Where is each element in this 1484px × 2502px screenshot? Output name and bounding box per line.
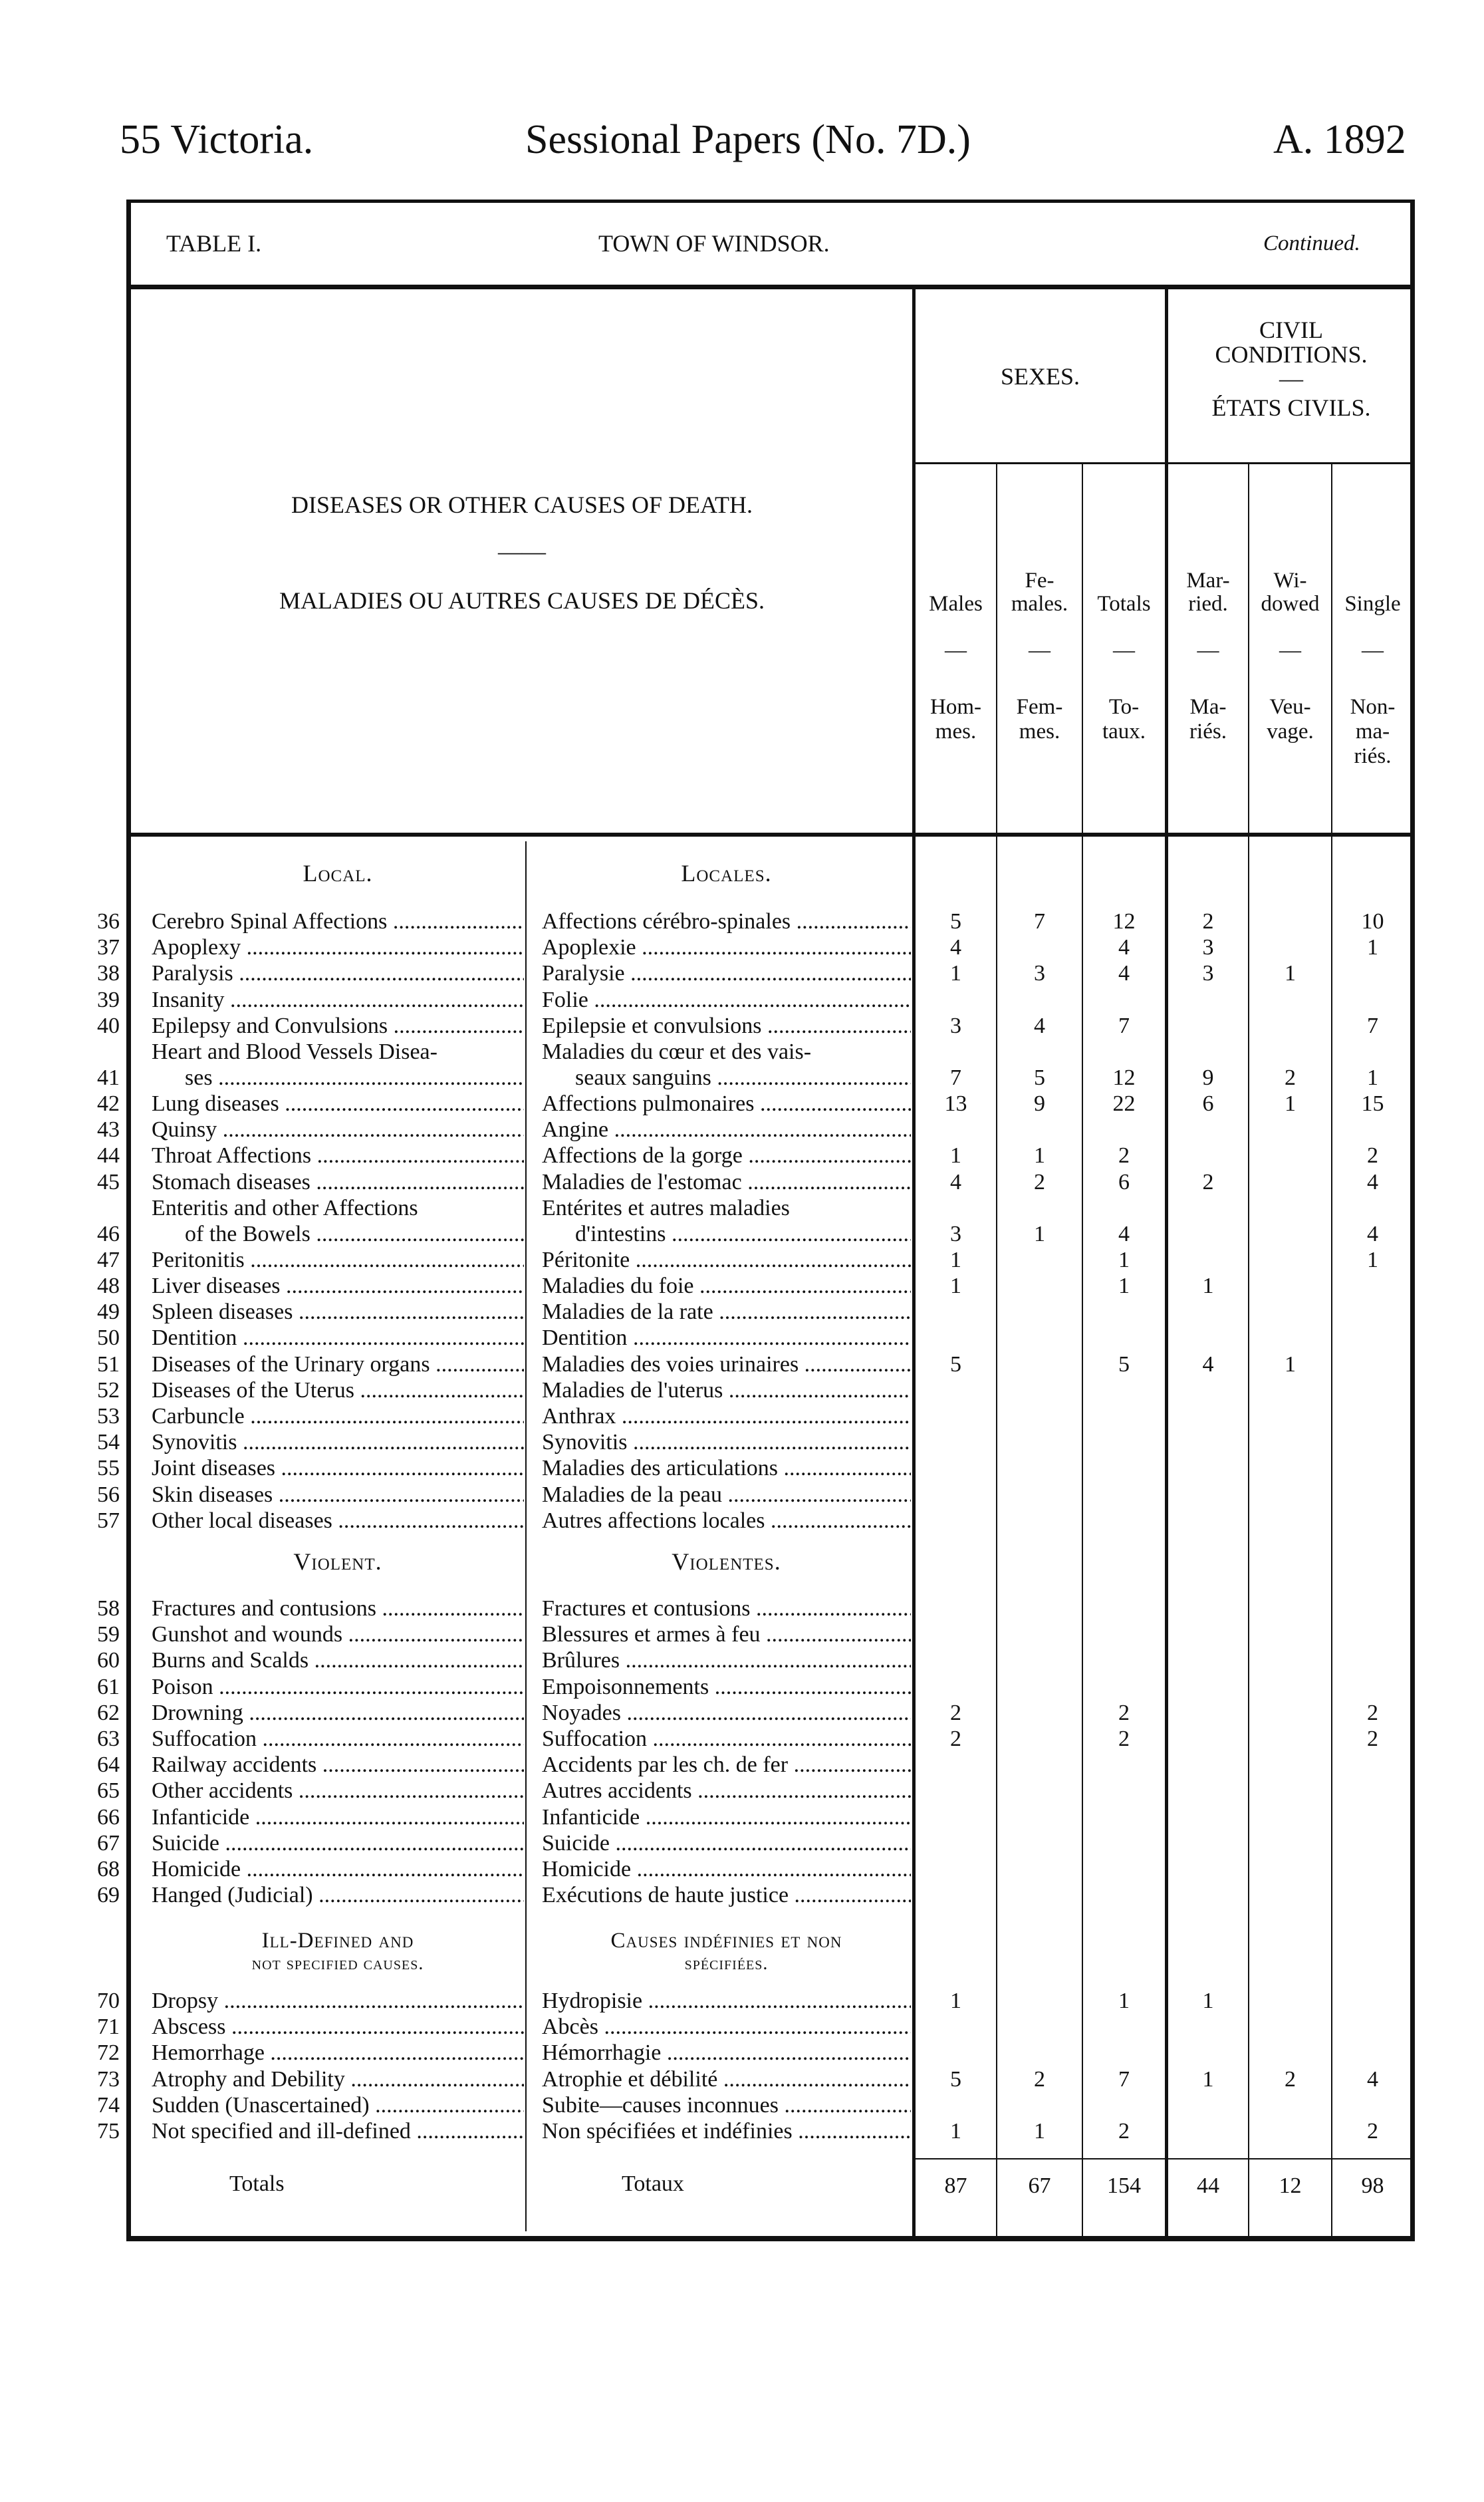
cell-totals: 4 bbox=[1118, 1221, 1130, 1246]
cause-fr: Abcès ..... bbox=[542, 2015, 911, 2040]
section-violent-en: Violent. bbox=[293, 1548, 382, 1575]
totals-label-en: Totals bbox=[229, 2171, 285, 2196]
cell-married: 2 bbox=[1202, 1169, 1214, 1194]
cell-single: 4 bbox=[1367, 2066, 1378, 2092]
cell-single: 7 bbox=[1367, 1013, 1378, 1038]
row-number: 46 bbox=[97, 1221, 120, 1246]
row-number: 49 bbox=[97, 1300, 120, 1325]
row-number: 45 bbox=[97, 1169, 120, 1194]
cause-fr: Fractures et contusions ..... bbox=[542, 1596, 911, 1621]
cell-females: 9 bbox=[1034, 1091, 1045, 1116]
col-head-0-fr1: Hom- bbox=[930, 695, 981, 719]
cell-males: 1 bbox=[950, 1247, 961, 1272]
cause-fr: Maladies de l'estomac ..... bbox=[542, 1170, 911, 1195]
col-head-4-fr2: vage. bbox=[1267, 720, 1314, 744]
cause-fr: Maladies des voies urinaires ..... bbox=[542, 1352, 911, 1377]
total-widowed: 12 bbox=[1279, 2173, 1302, 2198]
cell-widowed: 2 bbox=[1285, 2066, 1296, 2092]
col-head-4-fr1: Veu- bbox=[1269, 695, 1311, 719]
col-head-1-fr2: mes. bbox=[1019, 720, 1060, 744]
row-number: 65 bbox=[97, 1778, 120, 1804]
cell-married: 2 bbox=[1202, 909, 1214, 934]
cause-fr: Maladies du cœur et des vais- bbox=[542, 1040, 812, 1064]
cell-males: 4 bbox=[950, 935, 961, 960]
col-head-3-fr1: Ma- bbox=[1189, 695, 1227, 719]
cause-fr: Maladies de l'uterus ..... bbox=[542, 1378, 911, 1403]
cause-fr: seaux sanguins ..... bbox=[542, 1065, 911, 1091]
cell-females: 1 bbox=[1034, 1143, 1045, 1169]
cause-fr: Atrophie et débilité ..... bbox=[542, 2067, 911, 2092]
head-civil-sep: — bbox=[1279, 365, 1303, 392]
cell-married: 3 bbox=[1202, 935, 1214, 960]
cell-single: 2 bbox=[1367, 1700, 1378, 1725]
cell-married: 6 bbox=[1202, 1091, 1214, 1116]
cell-males: 5 bbox=[950, 909, 961, 934]
col-head-3-dash: — bbox=[1197, 638, 1219, 662]
col-head-1-en1: Fe- bbox=[1025, 569, 1054, 593]
cell-married: 1 bbox=[1202, 2066, 1214, 2092]
row-number: 52 bbox=[97, 1377, 120, 1403]
col-head-1-en2: males. bbox=[1011, 592, 1068, 616]
cause-en: Sudden (Unascertained) ..... bbox=[152, 2093, 524, 2118]
row-number: 59 bbox=[97, 1622, 120, 1647]
row-number: 73 bbox=[97, 2066, 120, 2092]
cause-fr: Epilepsie et convulsions ..... bbox=[542, 1014, 911, 1039]
cause-fr: Hémorrhagie ..... bbox=[542, 2040, 911, 2066]
head-causes-fr: MALADIES OU AUTRES CAUSES DE DÉCÈS. bbox=[279, 587, 765, 614]
cause-en: Infanticide ..... bbox=[152, 1805, 524, 1830]
rule-under-head bbox=[130, 833, 1413, 837]
cause-en: Synovitis ..... bbox=[152, 1430, 524, 1455]
cause-en: Cerebro Spinal Affections ..... bbox=[152, 909, 524, 934]
section-ill-fr-2: spécifiées. bbox=[684, 1953, 769, 1974]
cause-en: Peritonitis ..... bbox=[152, 1248, 524, 1273]
cause-fr: Subite—causes inconnues ..... bbox=[542, 2093, 911, 2118]
rule-bottom bbox=[130, 2236, 1413, 2241]
row-number: 63 bbox=[97, 1727, 120, 1751]
row-number: 60 bbox=[97, 1648, 120, 1673]
cell-married: 4 bbox=[1202, 1351, 1214, 1377]
cell-widowed: 1 bbox=[1285, 1351, 1296, 1377]
col-head-5-fr3: riés. bbox=[1354, 744, 1392, 768]
cause-fr: Angine ..... bbox=[542, 1117, 911, 1143]
section-local-en: Local. bbox=[303, 860, 373, 887]
cause-en: Diseases of the Uterus ..... bbox=[152, 1378, 524, 1403]
row-number: 62 bbox=[97, 1700, 120, 1725]
totals-label-fr: Totaux bbox=[622, 2171, 684, 2196]
col-head-3-fr2: riés. bbox=[1189, 720, 1227, 744]
table-town: TOWN OF WINDSOR. bbox=[598, 230, 830, 257]
col-head-0-fr2: mes. bbox=[935, 720, 977, 744]
cause-fr: Affections de la gorge ..... bbox=[542, 1143, 911, 1169]
row-number: 69 bbox=[97, 1883, 120, 1908]
cell-males: 3 bbox=[950, 1013, 961, 1038]
cause-fr: Non spécifiées et indéfinies ..... bbox=[542, 2119, 911, 2144]
head-civil-2: CONDITIONS. bbox=[1215, 341, 1368, 368]
cause-en: Quinsy ..... bbox=[152, 1117, 524, 1143]
row-number: 74 bbox=[97, 2092, 120, 2118]
cell-single: 1 bbox=[1367, 935, 1378, 960]
cause-en: Stomach diseases ..... bbox=[152, 1170, 524, 1195]
page-header-right: A. 1892 bbox=[1273, 117, 1406, 162]
row-number: 53 bbox=[97, 1404, 120, 1429]
rule-under-title bbox=[130, 285, 1413, 289]
col-head-3-en1: Mar- bbox=[1186, 569, 1230, 593]
row-number: 37 bbox=[97, 935, 120, 960]
cause-en: Throat Affections ..... bbox=[152, 1143, 524, 1169]
cause-en: Enteritis and other Affections bbox=[152, 1195, 418, 1220]
cause-en: Atrophy and Debility ..... bbox=[152, 2067, 524, 2092]
cell-females: 4 bbox=[1034, 1013, 1045, 1038]
cause-en: Insanity ..... bbox=[152, 988, 524, 1013]
cell-single: 15 bbox=[1361, 1091, 1384, 1116]
cell-single: 2 bbox=[1367, 2119, 1378, 2144]
cell-totals: 12 bbox=[1112, 909, 1136, 934]
cell-totals: 7 bbox=[1118, 2066, 1130, 2092]
cause-en: Paralysis ..... bbox=[152, 961, 524, 986]
cause-en: Burns and Scalds ..... bbox=[152, 1648, 524, 1673]
cause-fr: Autres affections locales ..... bbox=[542, 1508, 911, 1534]
cell-married: 3 bbox=[1202, 961, 1214, 986]
cell-females: 7 bbox=[1034, 909, 1045, 934]
cell-widowed: 1 bbox=[1285, 1091, 1296, 1116]
cell-single: 4 bbox=[1367, 1221, 1378, 1246]
col-head-5-fr2: ma- bbox=[1355, 720, 1390, 744]
col-head-5-fr1: Non- bbox=[1350, 695, 1396, 719]
cell-widowed: 1 bbox=[1285, 961, 1296, 986]
cell-married: 9 bbox=[1202, 1065, 1214, 1090]
cell-married: 1 bbox=[1202, 1989, 1214, 2013]
row-number: 54 bbox=[97, 1430, 120, 1455]
row-number: 61 bbox=[97, 1674, 120, 1699]
cause-en: Suicide ..... bbox=[152, 1831, 524, 1856]
cell-females: 3 bbox=[1034, 961, 1045, 986]
cause-en: Abscess ..... bbox=[152, 2015, 524, 2040]
cause-fr: Folie ..... bbox=[542, 988, 911, 1013]
cause-fr: Synovitis ..... bbox=[542, 1430, 911, 1455]
cause-fr: Autres accidents ..... bbox=[542, 1778, 911, 1804]
cell-single: 1 bbox=[1367, 1065, 1378, 1090]
rule-sexes-under bbox=[914, 462, 1413, 464]
cause-en: Skin diseases ..... bbox=[152, 1482, 524, 1508]
cause-en: Other accidents ..... bbox=[152, 1778, 524, 1804]
head-sexes: SEXES. bbox=[1000, 363, 1080, 390]
cell-single: 2 bbox=[1367, 1727, 1378, 1751]
cause-en: Drowning ..... bbox=[152, 1701, 524, 1726]
col-head-4-en2: dowed bbox=[1261, 592, 1320, 616]
cause-fr: Dentition ..... bbox=[542, 1325, 911, 1351]
head-civil-fr: ÉTATS CIVILS. bbox=[1211, 394, 1371, 421]
row-number: 58 bbox=[97, 1596, 120, 1621]
cause-en: Joint diseases ..... bbox=[152, 1456, 524, 1481]
cause-en: Fractures and contusions ..... bbox=[152, 1596, 524, 1621]
cause-en: Diseases of the Urinary organs ..... bbox=[152, 1352, 524, 1377]
cause-fr: Paralysie ..... bbox=[542, 961, 911, 986]
col-head-3-en2: ried. bbox=[1188, 592, 1228, 616]
section-ill-fr-1: Causes indéfinies et non bbox=[610, 1929, 842, 1953]
cell-widowed: 2 bbox=[1285, 1065, 1296, 1090]
col-head-4-dash: — bbox=[1279, 638, 1301, 662]
cell-totals: 1 bbox=[1118, 1247, 1130, 1272]
cause-fr: Accidents par les ch. de fer ..... bbox=[542, 1752, 911, 1778]
cause-fr: Maladies du foie ..... bbox=[542, 1274, 911, 1299]
cell-males: 13 bbox=[944, 1091, 967, 1116]
cell-males: 2 bbox=[950, 1727, 961, 1751]
cell-males: 1 bbox=[950, 961, 961, 986]
cell-males: 1 bbox=[950, 2119, 961, 2144]
cause-fr: Affections pulmonaires ..... bbox=[542, 1091, 911, 1117]
col-head-1-fr1: Fem- bbox=[1016, 695, 1063, 719]
rule-col-en-fr bbox=[525, 841, 527, 2231]
cell-married: 1 bbox=[1202, 1274, 1214, 1298]
row-number: 36 bbox=[97, 909, 120, 934]
cell-single: 2 bbox=[1367, 1143, 1378, 1169]
cell-totals: 4 bbox=[1118, 961, 1130, 986]
cell-totals: 7 bbox=[1118, 1013, 1130, 1038]
rule-totals bbox=[916, 2158, 1414, 2159]
cause-en: Other local diseases ..... bbox=[152, 1508, 524, 1534]
cell-males: 1 bbox=[950, 1274, 961, 1298]
section-violent-fr: Violentes. bbox=[672, 1548, 781, 1575]
cause-en: Hemorrhage ..... bbox=[152, 2040, 524, 2066]
row-number: 71 bbox=[97, 2015, 120, 2040]
cause-en: Not specified and ill-defined ..... bbox=[152, 2119, 524, 2144]
row-number: 70 bbox=[97, 1989, 120, 2013]
cell-females: 1 bbox=[1034, 1221, 1045, 1246]
cause-en: Lung diseases ..... bbox=[152, 1091, 524, 1117]
row-number: 64 bbox=[97, 1752, 120, 1778]
col-head-1-dash: — bbox=[1029, 638, 1051, 662]
row-number: 66 bbox=[97, 1804, 120, 1830]
col-head-5-en2: Single bbox=[1344, 592, 1401, 616]
cause-en: Homicide ..... bbox=[152, 1857, 524, 1882]
rule-top bbox=[130, 200, 1413, 203]
cause-fr: Maladies de la rate ..... bbox=[542, 1300, 911, 1325]
cause-en: Epilepsy and Convulsions ..... bbox=[152, 1014, 524, 1039]
row-number: 40 bbox=[97, 1013, 120, 1038]
total-totals: 154 bbox=[1107, 2173, 1141, 2198]
total-males: 87 bbox=[944, 2173, 967, 2198]
col-head-2-dash: — bbox=[1113, 638, 1135, 662]
cell-males: 1 bbox=[950, 1143, 961, 1169]
row-number: 47 bbox=[97, 1247, 120, 1272]
head-civil-1: CIVIL bbox=[1259, 317, 1323, 343]
row-number: 42 bbox=[97, 1091, 120, 1116]
head-causes-sep: —— bbox=[498, 538, 546, 565]
total-single: 98 bbox=[1361, 2173, 1384, 2198]
cause-fr: Maladies des articulations ..... bbox=[542, 1456, 911, 1481]
cause-en: Heart and Blood Vessels Disea- bbox=[152, 1040, 437, 1064]
cell-totals: 22 bbox=[1112, 1091, 1136, 1116]
section-ill-en-1: Ill-Defined and bbox=[261, 1929, 414, 1953]
cause-fr: Exécutions de haute justice ..... bbox=[542, 1883, 911, 1908]
cell-males: 2 bbox=[950, 1700, 961, 1725]
cell-females: 5 bbox=[1034, 1065, 1045, 1090]
row-number: 43 bbox=[97, 1117, 120, 1143]
cause-en: Railway accidents ..... bbox=[152, 1752, 524, 1778]
row-number: 39 bbox=[97, 987, 120, 1012]
cell-totals: 4 bbox=[1118, 935, 1130, 960]
row-number: 44 bbox=[97, 1143, 120, 1169]
cause-en: Dropsy ..... bbox=[152, 1989, 524, 2014]
cause-en: Apoplexy ..... bbox=[152, 935, 524, 960]
cause-en: Suffocation ..... bbox=[152, 1727, 524, 1752]
table-label: TABLE I. bbox=[166, 230, 262, 257]
cell-totals: 6 bbox=[1118, 1169, 1130, 1194]
cause-en: Spleen diseases ..... bbox=[152, 1300, 524, 1325]
cell-females: 2 bbox=[1034, 1169, 1045, 1194]
cause-fr: Apoplexie ..... bbox=[542, 935, 911, 960]
cell-females: 1 bbox=[1034, 2119, 1045, 2144]
cell-single: 4 bbox=[1367, 1169, 1378, 1194]
total-married: 44 bbox=[1197, 2173, 1219, 2198]
cell-totals: 2 bbox=[1118, 2119, 1130, 2144]
cell-single: 1 bbox=[1367, 1247, 1378, 1272]
cell-totals: 2 bbox=[1118, 1727, 1130, 1751]
row-number: 55 bbox=[97, 1456, 120, 1481]
page-header-left: 55 Victoria. bbox=[120, 117, 314, 162]
cause-fr: Homicide ..... bbox=[542, 1857, 911, 1882]
cell-females: 2 bbox=[1034, 2066, 1045, 2092]
cause-en: Poison ..... bbox=[152, 1675, 524, 1700]
cause-fr: Hydropisie ..... bbox=[542, 1989, 911, 2014]
cause-en: Gunshot and wounds ..... bbox=[152, 1622, 524, 1647]
row-number: 51 bbox=[97, 1351, 120, 1377]
cell-totals: 12 bbox=[1112, 1065, 1136, 1090]
cause-en: Carbuncle ..... bbox=[152, 1404, 524, 1429]
col-head-0-dash: — bbox=[945, 638, 967, 662]
cause-fr: Suicide ..... bbox=[542, 1831, 911, 1856]
cell-males: 5 bbox=[950, 1351, 961, 1377]
page-header-center: Sessional Papers (No. 7D.) bbox=[525, 117, 971, 162]
cause-fr: d'intestins ..... bbox=[542, 1222, 911, 1247]
row-number: 48 bbox=[97, 1274, 120, 1298]
cell-totals: 2 bbox=[1118, 1700, 1130, 1725]
cause-en: Hanged (Judicial) ..... bbox=[152, 1883, 524, 1908]
col-head-4-en1: Wi- bbox=[1273, 569, 1307, 593]
cell-males: 1 bbox=[950, 1989, 961, 2013]
cell-totals: 1 bbox=[1118, 1274, 1130, 1298]
row-number: 75 bbox=[97, 2119, 120, 2144]
cause-fr: Infanticide ..... bbox=[542, 1805, 911, 1830]
cause-fr: Entérites et autres maladies bbox=[542, 1195, 790, 1220]
cell-males: 5 bbox=[950, 2066, 961, 2092]
cell-totals: 5 bbox=[1118, 1351, 1130, 1377]
cause-en: Liver diseases ..... bbox=[152, 1274, 524, 1299]
col-head-0-en2: Males bbox=[929, 592, 983, 616]
cause-fr: Affections cérébro-spinales ..... bbox=[542, 909, 911, 934]
cell-males: 7 bbox=[950, 1065, 961, 1090]
cause-fr: Noyades ..... bbox=[542, 1701, 911, 1726]
total-females: 67 bbox=[1028, 2173, 1051, 2198]
row-number: 72 bbox=[97, 2040, 120, 2066]
cause-fr: Suffocation ..... bbox=[542, 1727, 911, 1752]
row-number: 67 bbox=[97, 1830, 120, 1856]
section-ill-en-2: not specified causes. bbox=[251, 1953, 424, 1974]
cell-totals: 2 bbox=[1118, 1143, 1130, 1169]
cell-males: 3 bbox=[950, 1221, 961, 1246]
cause-fr: Brûlures ..... bbox=[542, 1648, 911, 1673]
row-number: 56 bbox=[97, 1482, 120, 1507]
cause-en: of the Bowels ..... bbox=[152, 1222, 524, 1247]
col-head-5-dash: — bbox=[1362, 638, 1384, 662]
cell-totals: 1 bbox=[1118, 1989, 1130, 2013]
row-number: 38 bbox=[97, 961, 120, 986]
cell-single: 10 bbox=[1361, 909, 1384, 934]
row-number: 41 bbox=[97, 1065, 120, 1090]
head-causes-en: DISEASES OR OTHER CAUSES OF DEATH. bbox=[291, 491, 753, 518]
row-number: 68 bbox=[97, 1857, 120, 1881]
section-local-fr: Locales. bbox=[681, 860, 772, 887]
row-number: 50 bbox=[97, 1325, 120, 1351]
col-head-2-en2: Totals bbox=[1097, 592, 1151, 616]
table-continued: Continued. bbox=[1263, 231, 1360, 255]
cause-fr: Blessures et armes à feu ..... bbox=[542, 1622, 911, 1647]
cause-en: Dentition ..... bbox=[152, 1325, 524, 1351]
col-head-2-fr1: To- bbox=[1108, 695, 1140, 719]
cause-fr: Maladies de la peau ..... bbox=[542, 1482, 911, 1508]
cause-fr: Anthrax ..... bbox=[542, 1404, 911, 1429]
cause-en: ses ..... bbox=[152, 1065, 524, 1091]
cause-fr: Empoisonnements ..... bbox=[542, 1675, 911, 1700]
row-number: 57 bbox=[97, 1508, 120, 1533]
cause-fr: Péritonite ..... bbox=[542, 1248, 911, 1273]
col-head-2-fr2: taux. bbox=[1102, 720, 1146, 744]
cell-males: 4 bbox=[950, 1169, 961, 1194]
